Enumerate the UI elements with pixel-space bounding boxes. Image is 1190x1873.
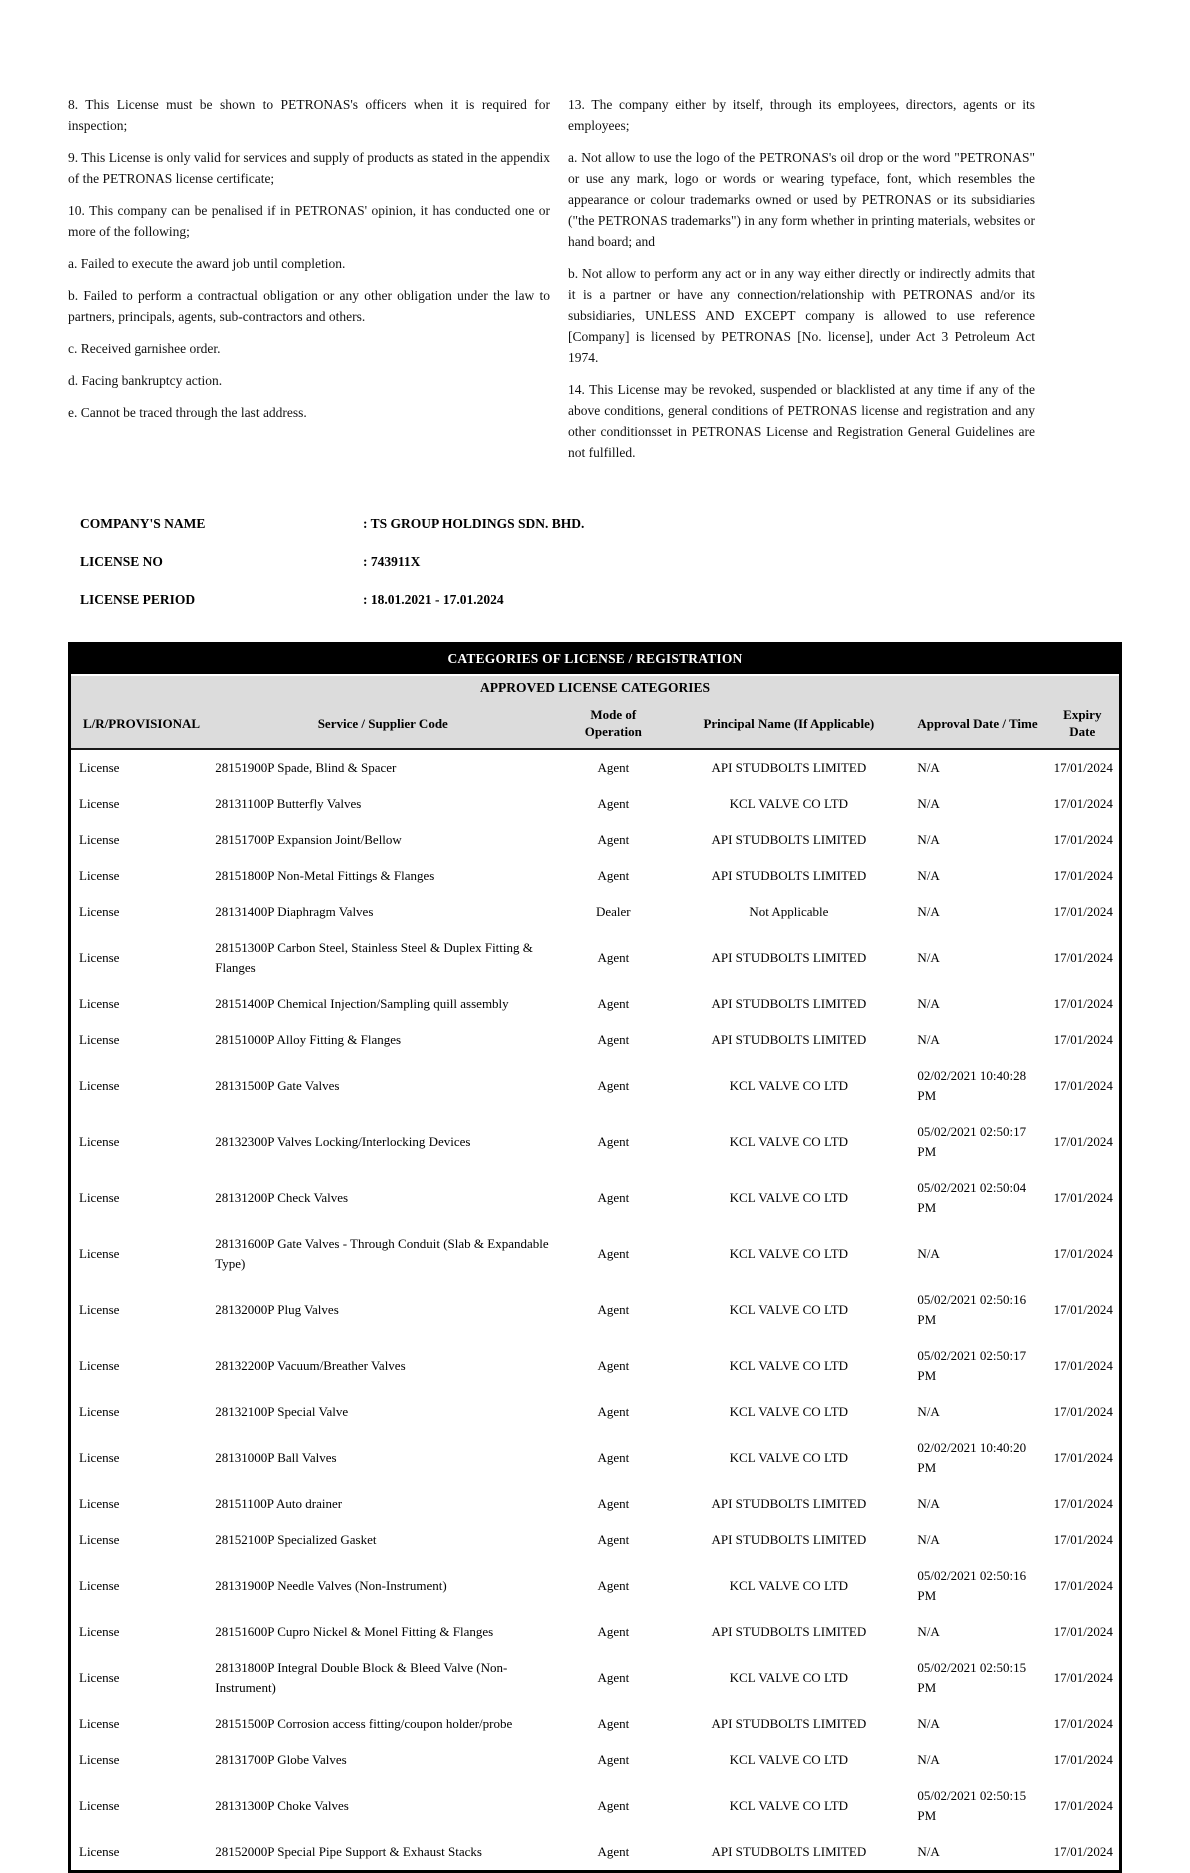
expiry-date-cell: 17/01/2024: [1053, 1302, 1113, 1317]
mode-of-operation-cell: Agent: [597, 1578, 630, 1593]
table-row: [71, 1486, 1119, 1522]
service-supplier-code-cell: 28131300P Choke Valves: [215, 1798, 349, 1813]
mode-of-operation-cell: Agent: [597, 1532, 630, 1547]
service-supplier-code-cell: 28131000P Ball Valves: [215, 1450, 337, 1465]
principal-name-cell: KCL VALVE CO LTD: [729, 1302, 849, 1317]
principal-name-cell: KCL VALVE CO LTD: [729, 1246, 849, 1261]
license-type-cell: License: [79, 1496, 120, 1511]
service-supplier-code-cell: 28151800P Non-Metal Fittings & Flanges: [215, 868, 435, 883]
license-type-cell: License: [79, 1752, 120, 1767]
table-row: [71, 1022, 1119, 1058]
service-supplier-code-cell: 28132200P Vacuum/Breather Valves: [215, 1358, 406, 1373]
license-period-row: [80, 592, 1122, 608]
expiry-date-cell: 17/01/2024: [1053, 1190, 1113, 1205]
approval-date-cell: 05/02/2021 02:50:15 PM: [917, 1660, 1027, 1695]
approval-date-cell: N/A: [917, 1716, 940, 1731]
column-header-mode-of-operation: Mode of Operation: [558, 701, 668, 749]
mode-of-operation-cell: Agent: [597, 1670, 630, 1685]
table-row: [71, 822, 1119, 858]
approval-date-cell: N/A: [917, 760, 940, 775]
service-supplier-code-cell: 28131800P Integral Double Block & Bleed Valve (Non-Instrument): [215, 1660, 508, 1695]
conditions-right-column: [568, 94, 1035, 474]
service-supplier-code-cell: 28152000P Special Pipe Support & Exhaust Stacks: [215, 1844, 482, 1859]
license-no-row: [80, 554, 1122, 570]
mode-of-operation-cell: Agent: [597, 868, 630, 883]
condition-paragraph: d. Facing bankruptcy action.: [68, 373, 223, 388]
expiry-date-cell: 17/01/2024: [1053, 1032, 1113, 1047]
column-header-service-supplier-code: Service / Supplier Code: [207, 701, 558, 749]
license-type-cell: License: [79, 1404, 120, 1419]
principal-name-cell: API STUDBOLTS LIMITED: [711, 1844, 867, 1859]
mode-of-operation-cell: Agent: [597, 950, 630, 965]
principal-name-cell: Not Applicable: [749, 904, 829, 919]
column-header-principal-name: Principal Name (If Applicable): [668, 701, 909, 749]
table-row: [71, 1650, 1119, 1706]
approval-date-cell: N/A: [917, 1752, 940, 1767]
license-type-cell: License: [79, 1844, 120, 1859]
service-supplier-code-cell: 28151300P Carbon Steel, Stainless Steel & Duplex Fitting & Flanges: [215, 940, 533, 975]
expiry-date-cell: 17/01/2024: [1053, 1496, 1113, 1511]
mode-of-operation-cell: Agent: [597, 1404, 630, 1419]
principal-name-cell: API STUDBOLTS LIMITED: [711, 1032, 867, 1047]
principal-name-cell: API STUDBOLTS LIMITED: [711, 1496, 867, 1511]
approval-date-cell: 02/02/2021 10:40:28 PM: [917, 1068, 1027, 1103]
license-type-cell: License: [79, 996, 120, 1011]
service-supplier-code-cell: 28131100P Butterfly Valves: [215, 796, 362, 811]
principal-name-cell: KCL VALVE CO LTD: [729, 1358, 849, 1373]
mode-of-operation-cell: Agent: [597, 1134, 630, 1149]
mode-of-operation-cell: Agent: [597, 1078, 630, 1093]
license-no-label: LICENSE NO: [80, 554, 163, 569]
condition-paragraph: e. Cannot be traced through the last address.: [68, 405, 307, 420]
condition-paragraph: c. Received garnishee order.: [68, 341, 221, 356]
expiry-date-cell: 17/01/2024: [1053, 1844, 1113, 1859]
column-header-expiry-date: Expiry Date: [1046, 701, 1119, 749]
service-supplier-code-cell: 28151700P Expansion Joint/Bellow: [215, 832, 402, 847]
license-type-cell: License: [79, 1246, 120, 1261]
condition-paragraph: 13. The company either by itself, through its employees, directors, agents or its employees;: [568, 97, 1035, 133]
expiry-date-cell: 17/01/2024: [1053, 1450, 1113, 1465]
license-no-value: : 743911X: [363, 554, 421, 569]
license-period-label: LICENSE PERIOD: [80, 592, 196, 607]
expiry-date-cell: 17/01/2024: [1053, 950, 1113, 965]
license-type-cell: License: [79, 1190, 120, 1205]
license-type-cell: License: [79, 1624, 120, 1639]
principal-name-cell: API STUDBOLTS LIMITED: [711, 868, 867, 883]
approval-date-cell: N/A: [917, 832, 940, 847]
approval-date-cell: 05/02/2021 02:50:17 PM: [917, 1124, 1027, 1159]
approval-date-cell: 05/02/2021 02:50:17 PM: [917, 1348, 1027, 1383]
table-row: [71, 1430, 1119, 1486]
condition-paragraph: a. Not allow to use the logo of the PETRONAS's oil drop or the word "PETRONAS" or use any mark, logo or words or wearing typeface, font, which resembles the appearance or colour trademarks owned or used by PETRONAS or its subsidiaries ("the PETRONAS trademarks") in any form whether in printing materials, websites or hand board; and: [568, 150, 1035, 249]
mode-of-operation-cell: Agent: [597, 1246, 630, 1261]
license-type-cell: License: [79, 868, 120, 883]
principal-name-cell: KCL VALVE CO LTD: [729, 1078, 849, 1093]
approval-date-cell: 05/02/2021 02:50:15 PM: [917, 1788, 1027, 1823]
license-type-cell: License: [79, 1532, 120, 1547]
expiry-date-cell: 17/01/2024: [1053, 832, 1113, 847]
principal-name-cell: KCL VALVE CO LTD: [729, 796, 849, 811]
table-header-row: [71, 701, 1119, 749]
mode-of-operation-cell: Agent: [597, 1190, 630, 1205]
license-conditions: [68, 94, 1122, 474]
principal-name-cell: KCL VALVE CO LTD: [729, 1450, 849, 1465]
table-row: [71, 1614, 1119, 1650]
condition-paragraph: a. Failed to execute the award job until completion.: [68, 256, 346, 271]
expiry-date-cell: 17/01/2024: [1053, 1670, 1113, 1685]
company-name-row: [80, 516, 1122, 532]
principal-name-cell: KCL VALVE CO LTD: [729, 1190, 849, 1205]
company-name-value: : TS GROUP HOLDINGS SDN. BHD.: [363, 516, 585, 531]
service-supplier-code-cell: 28151500P Corrosion access fitting/coupon holder/probe: [215, 1716, 513, 1731]
service-supplier-code-cell: 28131700P Globe Valves: [215, 1752, 347, 1767]
principal-name-cell: API STUDBOLTS LIMITED: [711, 996, 867, 1011]
principal-name-cell: API STUDBOLTS LIMITED: [711, 760, 867, 775]
license-type-cell: License: [79, 1078, 120, 1093]
table-title-banner: CATEGORIES OF LICENSE / REGISTRATION: [71, 645, 1119, 676]
mode-of-operation-cell: Agent: [597, 1624, 630, 1639]
mode-of-operation-cell: Agent: [597, 1844, 630, 1859]
column-header-lr-provisional: L/R/PROVISIONAL: [71, 701, 207, 749]
table-row: [71, 1834, 1119, 1870]
company-name-label: COMPANY'S NAME: [80, 516, 206, 531]
service-supplier-code-cell: 28131400P Diaphragm Valves: [215, 904, 374, 919]
table-row: [71, 1114, 1119, 1170]
condition-paragraph: b. Failed to perform a contractual obligation or any other obligation under the law to partners, principals, agents, sub-contractors and others.: [68, 288, 550, 324]
table-row: [71, 894, 1119, 930]
license-type-cell: License: [79, 904, 120, 919]
conditions-left-column: [68, 94, 550, 474]
service-supplier-code-cell: 28132300P Valves Locking/Interlocking Devices: [215, 1134, 471, 1149]
license-type-cell: License: [79, 1032, 120, 1047]
service-supplier-code-cell: 28132100P Special Valve: [215, 1404, 349, 1419]
approval-date-cell: N/A: [917, 1404, 940, 1419]
approval-date-cell: N/A: [917, 904, 940, 919]
table-row: [71, 749, 1119, 786]
condition-paragraph: b. Not allow to perform any act or in any way either directly or indirectly admits that it is a partner or have any connection/relationship with PETRONAS and/or its subsidiaries, UNLESS AND EXCEPT company is allowed to use reference [Company] is licensed by PETRONAS [No. license], under Act 3 Petroleum Act 1974.: [568, 266, 1035, 365]
condition-paragraph: 10. This company can be penalised if in PETRONAS' opinion, it has conducted one or more of the following;: [68, 203, 550, 239]
mode-of-operation-cell: Agent: [597, 1752, 630, 1767]
license-type-cell: License: [79, 796, 120, 811]
service-supplier-code-cell: 28131900P Needle Valves (Non-Instrument): [215, 1578, 447, 1593]
condition-paragraph: 9. This License is only valid for services and supply of products as stated in the appendix of the PETRONAS license certificate;: [68, 150, 550, 186]
table-row: [71, 1058, 1119, 1114]
company-info-block: [80, 516, 1122, 608]
mode-of-operation-cell: Agent: [597, 1302, 630, 1317]
service-supplier-code-cell: 28151600P Cupro Nickel & Monel Fitting & Flanges: [215, 1624, 494, 1639]
principal-name-cell: KCL VALVE CO LTD: [729, 1578, 849, 1593]
approval-date-cell: N/A: [917, 1496, 940, 1511]
mode-of-operation-cell: Agent: [597, 1450, 630, 1465]
approval-date-cell: N/A: [917, 950, 940, 965]
mode-of-operation-cell: Agent: [597, 1798, 630, 1813]
condition-paragraph: 14. This License may be revoked, suspended or blacklisted at any time if any of the above conditions, general conditions of PETRONAS license and registration and any other conditionsset in PETRONAS License and Registration General Guidelines are not fulfilled.: [568, 382, 1035, 460]
principal-name-cell: KCL VALVE CO LTD: [729, 1134, 849, 1149]
approval-date-cell: 05/02/2021 02:50:16 PM: [917, 1292, 1027, 1327]
approval-date-cell: N/A: [917, 1844, 940, 1859]
service-supplier-code-cell: 28131500P Gate Valves: [215, 1078, 340, 1093]
principal-name-cell: API STUDBOLTS LIMITED: [711, 1716, 867, 1731]
principal-name-cell: KCL VALVE CO LTD: [729, 1404, 849, 1419]
principal-name-cell: KCL VALVE CO LTD: [729, 1752, 849, 1767]
approval-date-cell: N/A: [917, 1532, 940, 1547]
license-type-cell: License: [79, 1450, 120, 1465]
service-supplier-code-cell: 28131600P Gate Valves - Through Conduit (Slab & Expandable Type): [215, 1236, 549, 1271]
license-type-cell: License: [79, 1302, 120, 1317]
license-type-cell: License: [79, 832, 120, 847]
approval-date-cell: N/A: [917, 1032, 940, 1047]
table-row: [71, 1282, 1119, 1338]
table-row: [71, 1742, 1119, 1778]
table-row: [71, 930, 1119, 986]
mode-of-operation-cell: Dealer: [596, 904, 631, 919]
approval-date-cell: 05/02/2021 02:50:16 PM: [917, 1568, 1027, 1603]
table-row: [71, 1706, 1119, 1742]
mode-of-operation-cell: Agent: [597, 760, 630, 775]
expiry-date-cell: 17/01/2024: [1053, 1246, 1113, 1261]
expiry-date-cell: 17/01/2024: [1053, 1624, 1113, 1639]
service-supplier-code-cell: 28152100P Specialized Gasket: [215, 1532, 377, 1547]
service-supplier-code-cell: 28151000P Alloy Fitting & Flanges: [215, 1032, 402, 1047]
mode-of-operation-cell: Agent: [597, 832, 630, 847]
license-type-cell: License: [79, 1358, 120, 1373]
mode-of-operation-cell: Agent: [597, 1716, 630, 1731]
table-row: [71, 1338, 1119, 1394]
principal-name-cell: KCL VALVE CO LTD: [729, 1798, 849, 1813]
expiry-date-cell: 17/01/2024: [1053, 1752, 1113, 1767]
approval-date-cell: N/A: [917, 996, 940, 1011]
mode-of-operation-cell: Agent: [597, 1032, 630, 1047]
expiry-date-cell: 17/01/2024: [1053, 1532, 1113, 1547]
license-categories-table: [68, 642, 1122, 1873]
table-row: [71, 986, 1119, 1022]
condition-paragraph: 8. This License must be shown to PETRONAS's officers when it is required for inspection;: [68, 97, 550, 133]
expiry-date-cell: 17/01/2024: [1053, 760, 1113, 775]
table-row: [71, 1394, 1119, 1430]
license-type-cell: License: [79, 1578, 120, 1593]
table-row: [71, 1558, 1119, 1614]
expiry-date-cell: 17/01/2024: [1053, 1716, 1113, 1731]
principal-name-cell: API STUDBOLTS LIMITED: [711, 950, 867, 965]
service-supplier-code-cell: 28151100P Auto drainer: [215, 1496, 343, 1511]
mode-of-operation-cell: Agent: [597, 996, 630, 1011]
mode-of-operation-cell: Agent: [597, 1358, 630, 1373]
expiry-date-cell: 17/01/2024: [1053, 1078, 1113, 1093]
expiry-date-cell: 17/01/2024: [1053, 1134, 1113, 1149]
approval-date-cell: N/A: [917, 1246, 940, 1261]
license-type-cell: License: [79, 1798, 120, 1813]
expiry-date-cell: 17/01/2024: [1053, 1578, 1113, 1593]
approval-date-cell: N/A: [917, 796, 940, 811]
license-type-cell: License: [79, 760, 120, 775]
mode-of-operation-cell: Agent: [597, 796, 630, 811]
approval-date-cell: N/A: [917, 1624, 940, 1639]
license-type-cell: License: [79, 1670, 120, 1685]
service-supplier-code-cell: 28132000P Plug Valves: [215, 1302, 339, 1317]
mode-of-operation-cell: Agent: [597, 1496, 630, 1511]
license-period-value: : 18.01.2021 - 17.01.2024: [363, 592, 504, 607]
expiry-date-cell: 17/01/2024: [1053, 996, 1113, 1011]
expiry-date-cell: 17/01/2024: [1053, 1358, 1113, 1373]
table-row: [71, 1522, 1119, 1558]
principal-name-cell: KCL VALVE CO LTD: [729, 1670, 849, 1685]
expiry-date-cell: 17/01/2024: [1053, 1798, 1113, 1813]
expiry-date-cell: 17/01/2024: [1053, 904, 1113, 919]
table-row: [71, 1170, 1119, 1226]
service-supplier-code-cell: 28131200P Check Valves: [215, 1190, 349, 1205]
license-type-cell: License: [79, 1134, 120, 1149]
service-supplier-code-cell: 28151400P Chemical Injection/Sampling quill assembly: [215, 996, 509, 1011]
table-row: [71, 1778, 1119, 1834]
license-type-cell: License: [79, 1716, 120, 1731]
approval-date-cell: 05/02/2021 02:50:04 PM: [917, 1180, 1027, 1215]
column-header-approval-date-time: Approval Date / Time: [909, 701, 1045, 749]
table-subtitle-banner: APPROVED LICENSE CATEGORIES: [71, 676, 1119, 701]
table-row: [71, 1226, 1119, 1282]
principal-name-cell: API STUDBOLTS LIMITED: [711, 832, 867, 847]
table-row: [71, 858, 1119, 894]
expiry-date-cell: 17/01/2024: [1053, 796, 1113, 811]
approval-date-cell: N/A: [917, 868, 940, 883]
license-type-cell: License: [79, 950, 120, 965]
approval-date-cell: 02/02/2021 10:40:20 PM: [917, 1440, 1027, 1475]
principal-name-cell: API STUDBOLTS LIMITED: [711, 1624, 867, 1639]
table-row: [71, 786, 1119, 822]
principal-name-cell: API STUDBOLTS LIMITED: [711, 1532, 867, 1547]
service-supplier-code-cell: 28151900P Spade, Blind & Spacer: [215, 760, 397, 775]
expiry-date-cell: 17/01/2024: [1053, 1404, 1113, 1419]
expiry-date-cell: 17/01/2024: [1053, 868, 1113, 883]
